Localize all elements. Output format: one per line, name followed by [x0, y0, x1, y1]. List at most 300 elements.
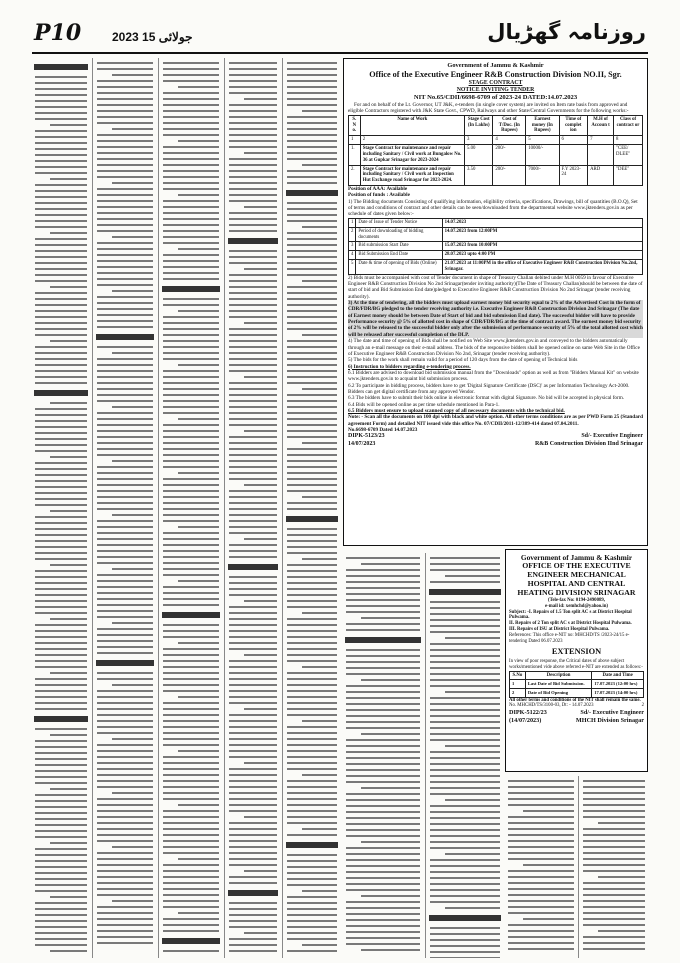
urdu-text-line	[35, 130, 87, 132]
urdu-headline	[286, 190, 338, 196]
urdu-text-line	[430, 697, 500, 699]
urdu-text-line	[229, 648, 277, 650]
urdu-text-line	[287, 552, 337, 554]
urdu-text-line	[346, 871, 420, 873]
urdu-text-line	[35, 166, 87, 168]
works-col-number: 8	[614, 136, 643, 145]
urdu-text-line	[244, 708, 277, 710]
urdu-text-line	[163, 430, 219, 432]
urdu-text-line	[229, 310, 277, 312]
urdu-text-line	[163, 278, 219, 280]
urdu-text-line	[35, 666, 87, 668]
urdu-text-line	[50, 232, 87, 234]
urdu-text-line	[287, 660, 337, 662]
urdu-text-line	[112, 568, 153, 570]
urdu-text-line	[97, 272, 153, 274]
urdu-text-line	[178, 804, 219, 806]
ext-no: No. MHCHD/TS/3100-03, Dt: - 14.07.2023	[509, 703, 594, 709]
urdu-text-line	[302, 226, 337, 228]
urdu-text-line	[97, 508, 153, 510]
urdu-text-line	[244, 932, 277, 934]
urdu-text-line	[229, 630, 277, 632]
urdu-text-line	[97, 720, 153, 722]
ext-cell-t: 17.07.2023 (14:00 hrs)	[592, 688, 644, 697]
urdu-text-line	[508, 942, 574, 944]
urdu-text-line	[302, 774, 337, 776]
ext-references: References: This office e-NIT no: MHCHD/TS /2023-24/15 e-tendering Dated 06.07.2023	[509, 632, 630, 644]
urdu-text-line	[178, 750, 219, 752]
works-col-number: 2	[360, 136, 464, 145]
urdu-text-line	[97, 768, 153, 770]
urdu-text-line	[287, 274, 337, 276]
urdu-headline	[162, 612, 220, 618]
urdu-text-line	[244, 870, 277, 872]
urdu-text-line	[287, 654, 337, 656]
urdu-text-line	[163, 702, 219, 704]
urdu-text-line	[346, 925, 420, 927]
urdu-text-line	[97, 436, 153, 438]
urdu-text-line	[229, 774, 277, 776]
urdu-text-line	[229, 418, 277, 420]
urdu-column-5	[284, 58, 340, 958]
urdu-text-line	[163, 242, 219, 244]
urdu-text-line	[430, 775, 500, 777]
urdu-text-line	[163, 876, 219, 878]
urdu-text-line	[287, 606, 337, 608]
urdu-text-line	[35, 854, 87, 856]
urdu-text-line	[287, 208, 337, 210]
urdu-text-line	[287, 678, 337, 680]
urdu-text-line	[508, 834, 574, 836]
urdu-text-line	[508, 858, 574, 860]
urdu-text-line	[97, 358, 153, 360]
urdu-text-line	[430, 939, 500, 941]
urdu-text-line	[346, 721, 420, 723]
urdu-text-line	[50, 286, 87, 288]
ext-dipk: DIPK-5122/23	[509, 709, 547, 717]
urdu-text-line	[97, 158, 153, 160]
urdu-text-line	[583, 780, 645, 782]
urdu-text-line	[287, 448, 337, 450]
urdu-text-line	[163, 894, 219, 896]
urdu-text-line	[430, 601, 500, 603]
urdu-text-line	[346, 739, 420, 741]
urdu-text-line	[35, 190, 87, 192]
urdu-text-line	[97, 550, 153, 552]
urdu-text-line	[35, 914, 87, 916]
urdu-text-line	[229, 104, 277, 106]
urdu-text-line	[287, 394, 337, 396]
works-cell-work: Stage Contract for maintenance and repair including Sanitary / Civil work at Inspection Hut Exchange road Srinagar for 2023-2024.	[360, 165, 464, 186]
urdu-text-line	[97, 936, 153, 938]
urdu-text-line	[163, 188, 219, 190]
urdu-text-line	[50, 178, 87, 180]
urdu-text-line	[287, 454, 337, 456]
urdu-text-line	[229, 678, 277, 680]
urdu-text-line	[229, 624, 277, 626]
urdu-text-line	[346, 629, 420, 631]
urdu-text-line	[287, 322, 337, 324]
urdu-text-line	[508, 846, 574, 848]
urdu-text-line	[287, 926, 337, 928]
urdu-text-line	[430, 787, 500, 789]
urdu-text-line	[163, 532, 219, 534]
urdu-text-line	[244, 98, 277, 100]
urdu-text-line	[229, 388, 277, 390]
works-col-number: 5	[526, 136, 559, 145]
urdu-column-2	[94, 58, 156, 958]
urdu-text-line	[229, 80, 277, 82]
urdu-text-line	[35, 328, 87, 330]
urdu-text-line	[97, 218, 153, 220]
works-cell-time: F.Y 2023-24	[559, 165, 588, 186]
urdu-text-line	[430, 625, 500, 627]
urdu-text-line	[35, 752, 87, 754]
urdu-text-line	[163, 298, 219, 300]
urdu-text-line	[35, 528, 87, 530]
urdu-text-line	[229, 274, 277, 276]
para-3: 3) At the time of tendering, all the bidders must upload earnest money bid security equal to 2% of the Advertised Cost in the form of CDR/FDR/BG pledged to the tender receiving authority i.e. Executive Engineer R&B Construction Division 2nd Srinagar (The date of Earnest money should be between Date of Start of bid and bid submission End date). The successful bidder will have to provide Performance security @ 5% of allotted cost in shape of CDR/FDR/BG at the time of contract award. The earnest money bid security of 2% will be released to the successful bidder only after the submission of performance security of 5% of the total allotted cost which will be released after successful completion of the DLP.	[348, 300, 643, 338]
urdu-text-line	[35, 932, 87, 934]
urdu-text-line	[50, 510, 87, 512]
urdu-text-line	[229, 804, 277, 806]
header-rule	[32, 52, 648, 54]
urdu-text-line	[163, 254, 219, 256]
urdu-text-line	[430, 951, 500, 953]
urdu-text-line	[97, 732, 153, 734]
urdu-text-line	[430, 643, 500, 645]
urdu-text-line	[35, 728, 87, 730]
works-cell-mh: ARD	[588, 165, 614, 186]
urdu-text-line	[346, 727, 420, 729]
urdu-text-line	[35, 684, 87, 686]
urdu-text-line	[229, 454, 277, 456]
urdu-text-line	[508, 828, 574, 830]
urdu-text-line	[163, 568, 219, 570]
urdu-text-line	[229, 370, 277, 372]
urdu-text-line	[97, 652, 153, 654]
urdu-text-line	[163, 684, 219, 686]
ext-cell-t: 17.07.2023 (12:00 hrs)	[592, 680, 644, 689]
urdu-text-line	[35, 678, 87, 680]
urdu-text-line	[35, 546, 87, 548]
issue-date: 2023 15 جولائی	[112, 30, 193, 44]
works-cell-time	[559, 145, 588, 166]
urdu-text-line	[229, 164, 277, 166]
works-col-number: 6	[559, 136, 588, 145]
urdu-text-line	[244, 654, 277, 656]
urdu-text-line	[287, 268, 337, 270]
urdu-text-line	[361, 949, 420, 951]
urdu-text-line	[302, 442, 337, 444]
urdu-text-line	[229, 852, 277, 854]
urdu-text-line	[35, 624, 87, 626]
urdu-text-line	[97, 538, 153, 540]
urdu-text-line	[163, 104, 219, 106]
para-1: 1) The Bidding documents Consisting of qualifying information, eligibility criteria, specifications, Drawings, bill of quantities (B.O.Q), Set of terms and conditions of contract and other details can be seen/downloaded from the departmental website www.jktenders.gov.in as per schedule of dates given below:-	[348, 198, 638, 218]
urdu-text-line	[346, 649, 420, 651]
urdu-text-line	[508, 900, 574, 902]
urdu-text-line	[35, 492, 87, 494]
urdu-text-line	[97, 774, 153, 776]
urdu-text-line	[229, 792, 277, 794]
urdu-text-line	[163, 930, 219, 932]
urdu-text-line	[445, 907, 500, 909]
urdu-text-line	[430, 769, 500, 771]
urdu-text-line	[163, 774, 219, 776]
works-col-header: Time of complet ion	[559, 115, 588, 136]
aaa-position: Position of AAA: Available	[348, 186, 408, 193]
urdu-text-line	[178, 580, 219, 582]
para-2: 2) Bids must be accompanied with cost of Tender document in shape of Treasury Challan debited under M.H 0059 in favour of Executive Engineer R&B Construction Division No 2nd Srinagar(tender inviting authority)(The Date of Treasury Challan)should be between the date of start of bid and Bid Submission End date)pledged to Executive Engineer R&B Construction Division No 2nd Srinagar (tender receiving authority).	[348, 274, 643, 300]
urdu-text-line	[97, 502, 153, 504]
urdu-headline	[228, 564, 278, 570]
works-col-number: 7	[588, 136, 614, 145]
urdu-text-line	[97, 394, 153, 396]
urdu-text-line	[287, 376, 337, 378]
urdu-text-line	[302, 944, 337, 946]
urdu-text-line	[97, 266, 153, 268]
urdu-text-line	[35, 776, 87, 778]
tender-dipk-date: 14/07/2023	[348, 440, 376, 447]
urdu-text-line	[287, 310, 337, 312]
works-col-number: 3	[464, 136, 492, 145]
urdu-text-line	[287, 502, 337, 504]
urdu-text-line	[97, 302, 153, 304]
urdu-text-line	[229, 286, 277, 288]
urdu-text-line	[287, 738, 337, 740]
works-cell-tdoc: 200/-	[493, 145, 526, 166]
urdu-text-line	[97, 702, 153, 704]
urdu-text-line	[430, 781, 500, 783]
urdu-text-line	[430, 563, 500, 565]
urdu-text-line	[229, 250, 277, 252]
urdu-text-line	[346, 835, 420, 837]
dates-cell-n: 2	[349, 227, 356, 242]
urdu-text-line	[97, 672, 153, 674]
urdu-text-line	[287, 938, 337, 940]
urdu-text-line	[35, 890, 87, 892]
urdu-text-line	[430, 715, 500, 717]
urdu-text-line	[50, 788, 87, 790]
urdu-text-line	[287, 798, 337, 800]
ext-body: In view of poor response, the Critical dates of above subject works/mentioned vide above referred e-NIT are extended as follows:-	[509, 658, 643, 670]
urdu-text-line	[287, 140, 337, 142]
urdu-text-line	[163, 556, 219, 558]
urdu-text-line	[97, 224, 153, 226]
urdu-text-line	[244, 322, 277, 324]
urdu-text-line	[163, 218, 219, 220]
urdu-text-line	[287, 540, 337, 542]
urdu-text-line	[35, 196, 87, 198]
works-col-header: Earnest money (In Rupees)	[526, 115, 559, 136]
urdu-text-line	[35, 642, 87, 644]
urdu-text-line	[287, 750, 337, 752]
urdu-text-line	[35, 534, 87, 536]
urdu-headline	[345, 637, 421, 643]
urdu-text-line	[97, 170, 153, 172]
urdu-text-line	[50, 672, 87, 674]
urdu-text-line	[163, 840, 219, 842]
urdu-text-line	[229, 738, 277, 740]
urdu-text-line	[35, 414, 87, 416]
urdu-text-line	[287, 582, 337, 584]
urdu-text-line	[287, 576, 337, 578]
urdu-text-line	[508, 870, 574, 872]
urdu-text-line	[163, 424, 219, 426]
urdu-text-line	[97, 478, 153, 480]
urdu-text-line	[35, 292, 87, 294]
urdu-text-line	[229, 436, 277, 438]
para-6-1: 6.1 Bidders are advised to download bid submission manual from the "Downloads" option as well as from "Bidders Manual Kit" on website www.jktenders.gov.in to acquaint bid submission process.	[348, 369, 639, 383]
urdu-text-line	[229, 340, 277, 342]
urdu-text-line	[287, 564, 337, 566]
tender-note: Note: - Scan all the documents on 100 dpi with black and white option. All other terms conditions are as per PWD Form 25 (Standard agreement Form) and detailed NIT issued vide this office No. 07/CDII/2011-12/389-414 dated 07.04.2011.	[348, 414, 643, 427]
urdu-text-line	[229, 660, 277, 662]
urdu-text-line	[35, 764, 87, 766]
urdu-text-line	[430, 721, 500, 723]
urdu-text-line	[430, 817, 500, 819]
urdu-text-line	[229, 224, 277, 226]
urdu-text-line	[229, 798, 277, 800]
urdu-text-line	[163, 786, 219, 788]
tender-sd-office: R&B Construction Division IInd Srinagar	[534, 440, 643, 447]
urdu-text-line	[97, 574, 153, 576]
urdu-text-line	[35, 908, 87, 910]
urdu-text-line	[229, 594, 277, 596]
urdu-text-line	[97, 786, 153, 788]
urdu-text-line	[163, 266, 219, 268]
urdu-text-line	[346, 587, 420, 589]
urdu-text-line	[97, 852, 153, 854]
urdu-text-line	[163, 574, 219, 576]
urdu-text-line	[163, 182, 219, 184]
urdu-text-line	[430, 727, 500, 729]
urdu-text-line	[287, 950, 337, 952]
urdu-text-line	[163, 164, 219, 166]
urdu-text-line	[97, 424, 153, 426]
urdu-text-line	[583, 882, 645, 884]
urdu-text-line	[430, 685, 500, 687]
urdu-text-line	[35, 358, 87, 360]
urdu-text-line	[287, 490, 337, 492]
urdu-text-line	[163, 672, 219, 674]
urdu-text-line	[163, 200, 219, 202]
urdu-text-line	[346, 685, 420, 687]
urdu-text-line	[178, 912, 219, 914]
urdu-text-line	[302, 496, 337, 498]
ext-subject-3: III. Repairs of ISU at District Hospital Pulwama.	[509, 627, 610, 633]
urdu-text-line	[346, 937, 420, 939]
urdu-text-line	[430, 889, 500, 891]
urdu-text-line	[287, 256, 337, 258]
urdu-text-line	[35, 740, 87, 742]
urdu-text-line	[287, 370, 337, 372]
urdu-column-7	[427, 553, 503, 958]
urdu-text-line	[97, 780, 153, 782]
urdu-text-line	[346, 569, 420, 571]
urdu-text-line	[97, 260, 153, 262]
urdu-text-line	[97, 646, 153, 648]
urdu-text-line	[287, 430, 337, 432]
urdu-text-line	[229, 502, 277, 504]
ext-table	[509, 671, 644, 698]
urdu-text-line	[97, 98, 153, 100]
urdu-text-line	[35, 268, 87, 270]
urdu-text-line	[302, 164, 337, 166]
urdu-text-line	[287, 528, 337, 530]
urdu-text-line	[287, 214, 337, 216]
urdu-text-line	[35, 938, 87, 940]
urdu-text-line	[163, 810, 219, 812]
ext-email: e-mail id: xemhchd@yahoo.in)	[545, 603, 608, 609]
urdu-text-line	[229, 146, 277, 148]
urdu-text-line	[287, 176, 337, 178]
dates-cell-label: Date of Issue of Tender Notice	[356, 218, 442, 227]
urdu-text-line	[229, 400, 277, 402]
urdu-text-line	[229, 690, 277, 692]
urdu-text-line	[229, 606, 277, 608]
dates-cell-value: 14.07.2023	[442, 218, 642, 227]
urdu-text-line	[35, 280, 87, 282]
works-col-header: Class of contract or	[614, 115, 643, 136]
urdu-text-line	[35, 570, 87, 572]
works-cell-cost: 3.50	[464, 165, 492, 186]
urdu-text-line	[287, 122, 337, 124]
dates-row	[349, 251, 643, 260]
urdu-text-line	[97, 882, 153, 884]
urdu-text-line	[178, 248, 219, 250]
urdu-text-line	[35, 504, 87, 506]
urdu-text-line	[35, 522, 87, 524]
works-col-header: Cost of T/Doc. (In Rupees)	[493, 115, 526, 136]
urdu-text-line	[346, 913, 420, 915]
urdu-text-line	[287, 382, 337, 384]
para-6: 6) Instruction to bidders regarding e-tendering process.	[348, 363, 471, 370]
urdu-text-line	[163, 448, 219, 450]
urdu-text-line	[229, 62, 277, 64]
urdu-text-line	[346, 605, 420, 607]
urdu-column-1	[32, 58, 90, 958]
urdu-text-line	[346, 859, 420, 861]
urdu-text-line	[287, 866, 337, 868]
urdu-text-line	[287, 86, 337, 88]
urdu-column-6	[343, 553, 423, 958]
urdu-text-line	[97, 454, 153, 456]
urdu-text-line	[287, 202, 337, 204]
urdu-text-line	[287, 816, 337, 818]
urdu-text-line	[97, 400, 153, 402]
urdu-text-line	[35, 746, 87, 748]
urdu-text-line	[163, 678, 219, 680]
ext-cell-n: 2	[510, 688, 526, 697]
urdu-text-line	[163, 828, 219, 830]
urdu-text-line	[163, 852, 219, 854]
urdu-text-line	[97, 592, 153, 594]
urdu-text-line	[97, 370, 153, 372]
urdu-text-line	[35, 334, 87, 336]
urdu-text-line	[97, 346, 153, 348]
dates-cell-n: 5	[349, 260, 356, 275]
urdu-text-line	[97, 140, 153, 142]
urdu-text-line	[163, 376, 219, 378]
urdu-text-line	[163, 74, 219, 76]
ext-signature-row-2	[509, 717, 644, 725]
ext-dipk-date: (14/07/2023)	[509, 716, 542, 724]
urdu-text-line	[163, 236, 219, 238]
urdu-text-line	[361, 841, 420, 843]
urdu-text-line	[229, 412, 277, 414]
